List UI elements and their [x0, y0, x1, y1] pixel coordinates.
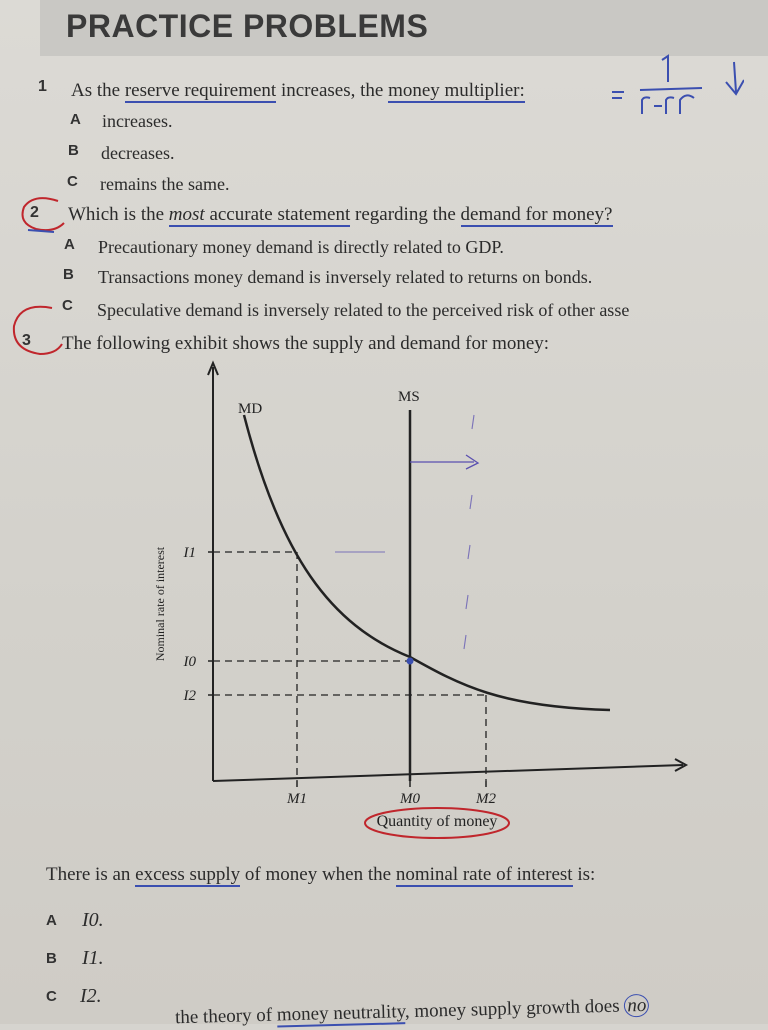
- q1-stem-text-2: increases, the: [276, 80, 389, 101]
- y-tick-label-i0: I0: [183, 654, 196, 670]
- q3-underlined-rate: nominal rate of interest: [395, 864, 573, 885]
- y-tick-label-i1: I1: [183, 545, 196, 561]
- q1-option-b-letter: B: [68, 142, 79, 159]
- y-axis-title: Nominal rate of interest: [153, 546, 167, 662]
- q3-option-a-letter: A: [46, 912, 57, 929]
- q2-underlined-accurate: accurate statement: [204, 204, 351, 225]
- q2-underlined-demand: demand for money?: [460, 204, 613, 225]
- page-title: PRACTICE PROBLEMS: [66, 8, 429, 44]
- question-2-stem: [68, 204, 613, 226]
- q2-option-b-text: Transactions money demand is inversely related to returns on bonds.: [98, 267, 593, 287]
- question-2-number: 2: [30, 204, 39, 221]
- q3-option-b-text: I1.: [82, 947, 104, 969]
- q1-underlined-multiplier: money multiplier:: [388, 80, 525, 101]
- pencil-mark-4: [464, 635, 466, 649]
- q4-stem-text: the theory of: [174, 1004, 278, 1029]
- q2-option-a-text: Precautionary money demand is directly related to GDP.: [98, 237, 504, 257]
- pencil-mark-0: [472, 415, 474, 429]
- handwritten-formula: [604, 52, 744, 122]
- question-3-circle: [6, 302, 66, 360]
- x-tick-label-m0: M0: [400, 791, 420, 805]
- q3-option-c-letter: C: [46, 988, 57, 1005]
- x-axis-title: [362, 807, 512, 839]
- q3-option-c-text: I2.: [80, 985, 102, 1007]
- md-curve: [244, 415, 610, 710]
- q3-option-a-text: I0.: [82, 909, 104, 931]
- money-supply-demand-chart: [140, 355, 700, 805]
- question-3-number: 3: [22, 332, 31, 349]
- question-4-partial-stem: [175, 995, 650, 1029]
- q4-circled-no: no: [624, 994, 650, 1018]
- q4-underlined-neutrality: money neutrality: [276, 1001, 406, 1026]
- q3-follow-text: There is an: [46, 864, 136, 885]
- q2-option-c-text: Speculative demand is inversely related to the perceived risk of other asse: [97, 300, 630, 320]
- q2-option-a-letter: A: [64, 236, 75, 253]
- question-1-number: 1: [38, 78, 47, 95]
- q1-option-b-text: decreases.: [101, 143, 175, 163]
- q1-option-a-text: increases.: [102, 111, 173, 131]
- q3-option-b-letter: B: [46, 950, 57, 967]
- q3-underlined-excess: excess supply: [135, 864, 241, 885]
- equilibrium-point: [407, 658, 414, 665]
- question-3-stem: The following exhibit shows the supply and demand for money:: [62, 333, 550, 354]
- x-tick-label-m2: M2: [476, 791, 496, 805]
- ms-shift-arrow-pencil: [410, 455, 478, 469]
- q2-stem-text-2: regarding the: [350, 204, 461, 225]
- x-tick-label-m1: M1: [287, 791, 307, 805]
- ms-label: MS: [398, 389, 420, 405]
- q1-underlined-reserve: reserve requirement: [124, 80, 277, 101]
- x-axis-title-text: Quantity of money: [376, 813, 498, 830]
- q1-option-c-letter: C: [67, 173, 78, 190]
- pencil-mark-3: [466, 595, 468, 609]
- pencil-mark-1: [470, 495, 472, 509]
- q4-stem-text-2: , money supply growth does: [404, 995, 625, 1023]
- question-1-stem: [71, 80, 525, 102]
- question-3-follow-up: [46, 864, 595, 886]
- q2-italic-most: most: [168, 204, 205, 225]
- x-axis: [213, 765, 683, 781]
- q2-option-b-letter: B: [63, 266, 74, 283]
- q2-option-c-letter: C: [62, 297, 73, 314]
- q2-stem-text: Which is the: [68, 204, 169, 225]
- q1-option-c-text: remains the same.: [100, 174, 230, 194]
- q3-follow-text-3: is:: [572, 864, 596, 885]
- question-2-circle: [14, 193, 70, 241]
- pencil-mark-2: [468, 545, 470, 559]
- q1-option-a-letter: A: [70, 111, 81, 128]
- y-tick-label-i2: I2: [183, 688, 196, 704]
- q3-follow-text-2: of money when the: [240, 864, 396, 885]
- q1-stem-text: As the: [71, 80, 125, 101]
- md-label: MD: [238, 401, 263, 417]
